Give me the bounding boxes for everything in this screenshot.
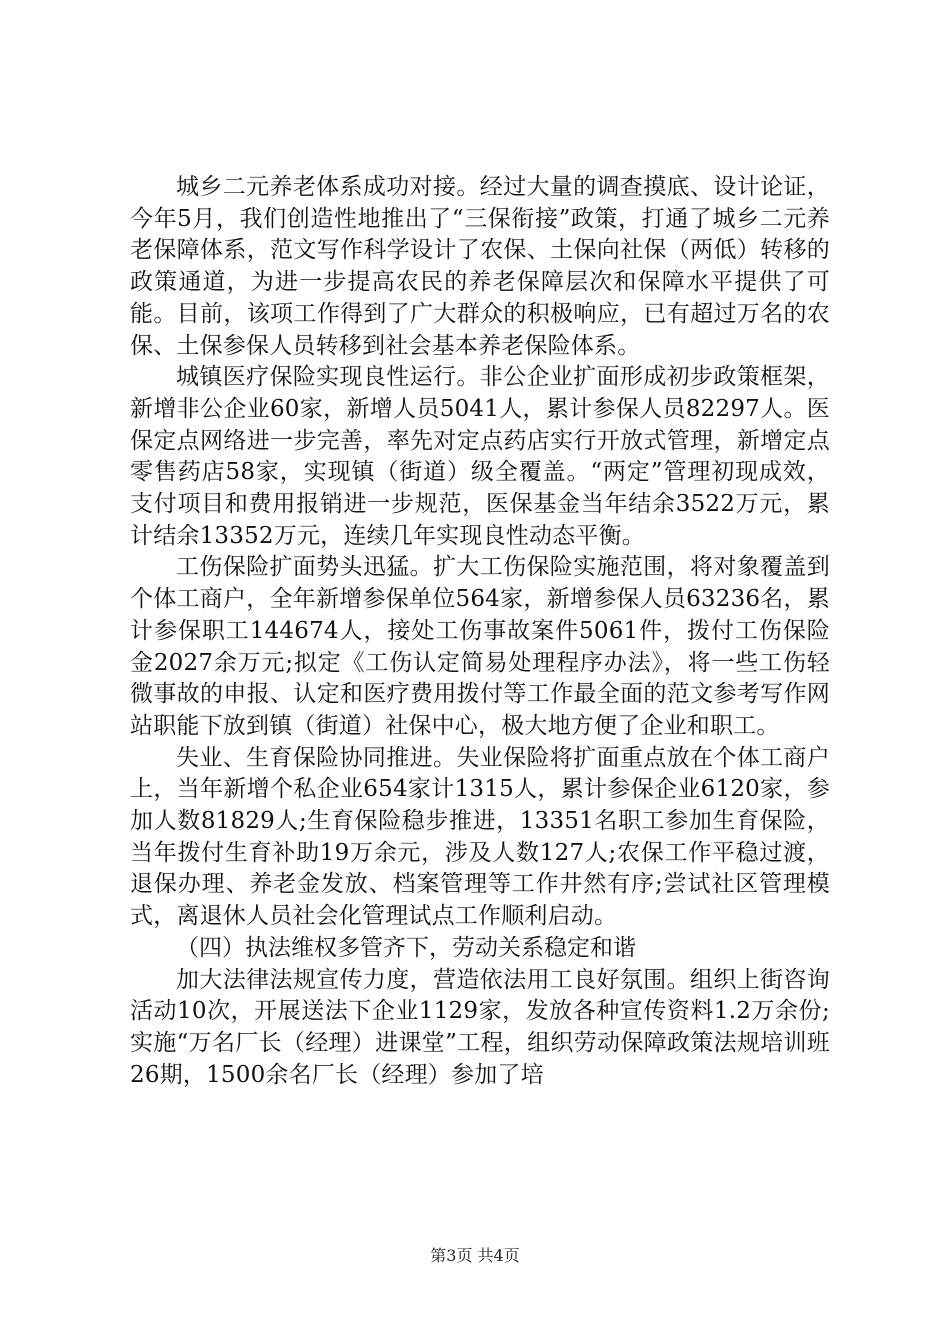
- paragraph-medical-insurance: 城镇医疗保险实现良性运行。非公企业扩面形成初步政策框架，新增非公企业60家，新增人员5041人，累计参保人员82297人。医保定点网络进一步完善，率先对定点药店实行开放式管理，新增定点零售药店58家，实现镇（街道）级全覆盖。“两定”管理初现成效，支付项目和费用报销进一步规范，医保基金当年结余3522万元，累计结余13352万元，连续几年实现良性动态平衡。: [130, 364, 830, 549]
- page-number-footer: 第3页 共4页: [430, 1246, 520, 1265]
- document-body: [130, 172, 830, 1091]
- paragraph-pension: 城乡二元养老体系成功对接。经过大量的调查摸底、设计论证，今年5月，我们创造性地推出了“三保衔接”政策，打通了城乡二元养老保障体系，范文写作科学设计了农保、土保向社保（两低）转移的政策通道，为进一步提高农民的养老保障层次和保障水平提供了可能。目前，该项工作得到了广大群众的积极响应，已有超过万名的农保、土保参保人员转移到社会基本养老保险体系。: [130, 174, 830, 359]
- section-heading: （四）执法维权多管齐下，劳动关系稳定和谐: [176, 934, 636, 961]
- paragraph-unemployment-maternity: 失业、生育保险协同推进。失业保险将扩面重点放在个体工商户上，当年新增个私企业654家计1315人，累计参保企业6120家，参加人数81829人;生育保险稳步推进，13351名职工参加生育保险，当年拨付生育补助19万余元，涉及人数127人;农保工作平稳过渡，退保办理、养老金发放、档案管理等工作井然有序;尝试社区管理模式，离退休人员社会化管理试点工作顺利启动。: [130, 744, 830, 930]
- paragraph-work-injury-insurance: 工伤保险扩面势头迅猛。扩大工伤保险实施范围，将对象覆盖到个体工商户，全年新增参保单位564家，新增参保人员63236名，累计参保职工144674人，接处工伤事故案件5061件，拨付工伤保险金2027余万元;拟定《工伤认定简易处理程序办法》，将一些工伤轻微事故的申报、认定和医疗费用拨付等工作最全面的范文参考写作网站职能下放到镇（街道）社保中心，极大地方便了企业和职工。: [130, 554, 830, 739]
- paragraph-law-promotion: 加大法律法规宣传力度，营造依法用工良好氛围。组织上街咨询活动10次，开展送法下企业1129家，发放各种宣传资料1.2万余份;实施“万名厂长（经理）进课堂”工程，组织劳动保障政策法规培训班26期，1500余名厂长（经理）参加了培: [130, 966, 830, 1088]
